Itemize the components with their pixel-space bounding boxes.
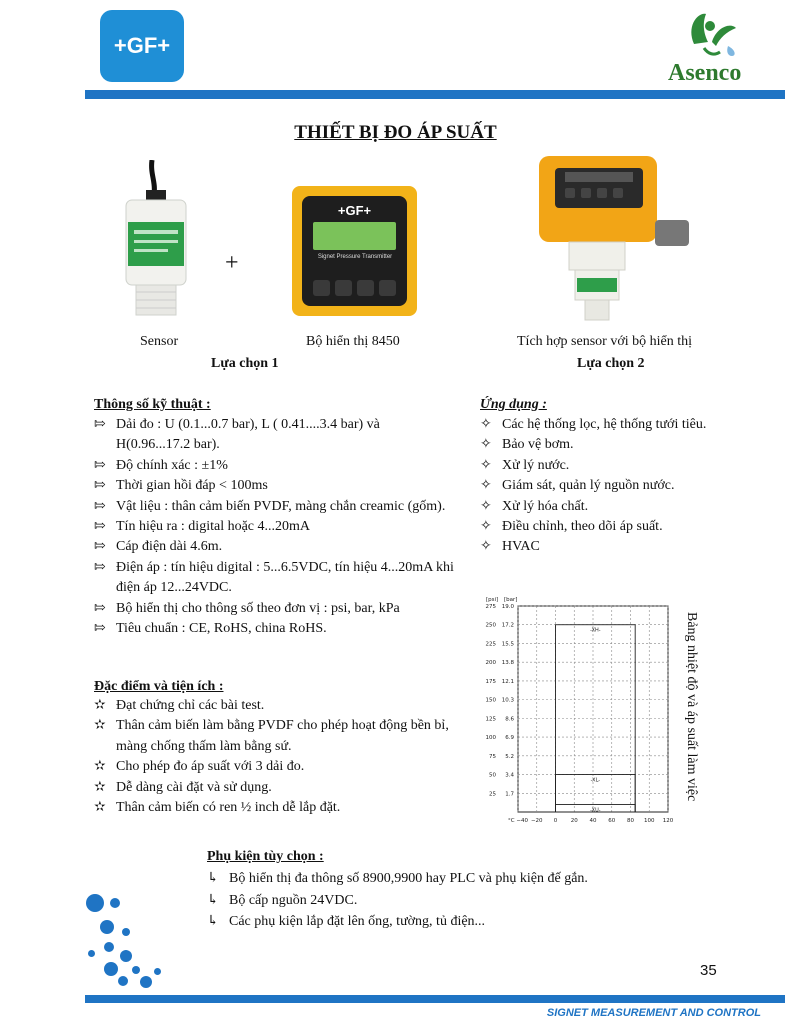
specs-heading: Thông số kỹ thuật : — [94, 397, 211, 412]
y-tick-label-bar: 17.2 — [501, 622, 514, 629]
y-tick-label-psi: 225 — [485, 641, 496, 648]
region-label: -XH- — [590, 627, 601, 634]
y-tick-label-bar: 12.1 — [501, 678, 514, 685]
chart-svg — [478, 592, 674, 828]
star-icon: ✫ — [94, 800, 106, 816]
x-tick-label: −20 — [530, 818, 543, 824]
region-label: -XL- — [590, 777, 601, 784]
y-tick-label-psi: 50 — [489, 772, 496, 779]
sparkle-icon: ✧ — [480, 457, 492, 473]
y-tick-label-bar: 15.5 — [501, 641, 514, 648]
y-tick-label-bar: 19.0 — [501, 604, 514, 610]
list-item: ✧ Xử lý nước. — [480, 456, 780, 476]
decorative-dots — [0, 880, 170, 1000]
arrow-icon: ↳ — [207, 914, 219, 929]
y-tick-label-psi: 275 — [485, 604, 496, 610]
arrow-icon: ↳ — [207, 871, 219, 886]
y-tick-label-bar: 3.4 — [505, 772, 514, 779]
x-tick-label: °C −40 — [508, 818, 528, 824]
y-tick-label-psi: 100 — [485, 735, 496, 742]
list-item: ✫ Cho phép đo áp suất với 3 dải đo. — [94, 757, 454, 777]
x-tick-label: 100 — [644, 818, 655, 824]
x-tick-label: 60 — [608, 818, 616, 824]
sparkle-icon: ✧ — [480, 539, 492, 555]
unit-label-bar: [bar] — [504, 597, 518, 603]
hand-pointer-icon: ⇰ — [94, 621, 106, 637]
plus-sign: + — [225, 250, 239, 276]
x-tick-label: 0 — [553, 818, 558, 824]
star-icon: ✫ — [94, 698, 106, 713]
sensor-caption: Sensor — [140, 334, 179, 349]
arrow-icon: ↳ — [207, 892, 219, 908]
y-tick-label-bar: 13.8 — [501, 660, 514, 667]
integrated-sensor-image — [535, 150, 695, 325]
display-8450-image — [292, 186, 417, 316]
star-icon: ✫ — [94, 779, 106, 795]
list-item: ✫ Dễ dàng cài đặt và sử dụng. — [94, 778, 454, 798]
accessories-list — [207, 868, 677, 933]
list-item: ⇰ Tín hiệu ra : digital hoặc 4...20mA — [94, 517, 454, 537]
sensor-image — [118, 160, 198, 325]
list-item: ✧ Các hệ thống lọc, hệ thống tưới tiêu. — [480, 415, 780, 435]
lcd-screen — [313, 222, 396, 250]
sparkle-icon: ✧ — [480, 498, 492, 514]
list-item: ✧ Giám sát, quản lý nguồn nước. — [480, 476, 780, 496]
hand-pointer-icon: ⇰ — [94, 539, 106, 555]
sparkle-icon: ✧ — [480, 519, 492, 535]
y-tick-label-bar: 10.3 — [501, 697, 514, 704]
y-tick-label-psi: 25 — [489, 791, 496, 798]
list-item: ⇰ Điện áp : tín hiệu digital : 5...6.5VDC, tín hiệu 4...20mA khi điện áp 12...24VDC. — [94, 559, 454, 596]
header-bar — [85, 90, 785, 99]
sparkle-icon: ✧ — [480, 437, 492, 453]
asenco-logo — [664, 4, 754, 88]
pressure-temperature-chart — [478, 592, 674, 828]
chart-side-label: Bảng nhiệt độ và áp suất làm việc — [684, 612, 699, 802]
applications-heading: Ứng dụng : — [480, 397, 547, 412]
list-item: ↳ Các phụ kiện lắp đặt lên ống, tường, tủ điện... — [207, 911, 677, 933]
option-2-label: Lựa chọn 2 — [577, 356, 645, 371]
y-tick-label-psi: 150 — [485, 697, 496, 704]
y-tick-label-psi: 125 — [485, 716, 496, 723]
y-tick-label-psi: 75 — [489, 753, 496, 760]
list-item: ⇰ Độ chính xác : ±1% — [94, 456, 454, 476]
display-buttons — [313, 280, 401, 296]
x-tick-label: 80 — [627, 818, 634, 824]
asenco-wordmark: Asenco — [668, 60, 742, 86]
list-item: ⇰ Cáp điện dài 4.6m. — [94, 537, 454, 557]
list-item: ↳ Bộ cấp nguồn 24VDC. — [207, 890, 677, 912]
list-item: ✧ HVAC — [480, 537, 780, 557]
list-item: ⇰ Vật liệu : thân cảm biến PVDF, màng chắn creamic (gốm). — [94, 497, 454, 517]
star-icon: ✫ — [94, 759, 106, 775]
hand-pointer-icon: ⇰ — [94, 457, 106, 473]
list-item: ✧ Điều chỉnh, theo dõi áp suất. — [480, 517, 780, 537]
y-tick-label-psi: 175 — [485, 678, 496, 685]
list-item: ✧ Bảo vệ bơm. — [480, 435, 780, 455]
sparkle-icon: ✧ — [480, 417, 492, 432]
option-1-label: Lựa chọn 1 — [211, 356, 279, 371]
specs-list — [94, 415, 454, 639]
page-title: THIẾT BỊ ĐO ÁP SUẤT — [294, 122, 497, 143]
hand-pointer-icon: ⇰ — [94, 498, 106, 514]
list-item: ↳ Bộ hiển thị đa thông số 8900,9900 hay PLC và phụ kiện đế gắn. — [207, 868, 677, 890]
accessories-heading: Phụ kiện tùy chọn : — [207, 849, 324, 864]
y-tick-label-bar: 1.7 — [505, 791, 514, 798]
gf-logo: +GF+ — [100, 10, 184, 82]
list-item: ✫ Thân cảm biến làm bằng PVDF cho phép hoạt động bền bỉ, màng chống thấm làm bằng sứ. — [94, 718, 449, 754]
features-list — [94, 696, 454, 818]
display-label: Signet Pressure Transmitter — [317, 254, 393, 260]
y-tick-label-bar: 8.6 — [505, 716, 514, 723]
x-tick-label: 40 — [589, 818, 597, 824]
footer-text: SIGNET MEASUREMENT AND CONTROL — [546, 1007, 761, 1019]
x-tick-label: 120 — [662, 818, 674, 824]
list-item: ⇰ Bộ hiển thị cho thông số theo đơn vị : psi, bar, kPa — [94, 599, 454, 619]
list-item: ⇰ Thời gian hồi đáp < 100ms — [94, 476, 454, 496]
sparkle-icon: ✧ — [480, 478, 492, 494]
hand-pointer-icon: ⇰ — [94, 478, 106, 494]
y-tick-label-bar: 6.9 — [505, 735, 514, 742]
features-heading: Đặc điểm và tiện ích : — [94, 679, 224, 694]
hand-pointer-icon: ⇰ — [94, 559, 106, 575]
unit-label-psi: [psi] — [486, 597, 499, 603]
list-item: ✧ Xử lý hóa chất. — [480, 497, 780, 517]
list-item: ⇰ Tiêu chuẩn : CE, RoHS, china RoHS. — [94, 619, 454, 639]
y-tick-label-bar: 5.2 — [505, 753, 514, 760]
hand-pointer-icon: ⇰ — [94, 519, 106, 535]
page-number: 35 — [700, 962, 717, 979]
x-tick-label: 20 — [570, 818, 578, 824]
list-item: ⇰ Dải đo : U (0.1...0.7 bar), L ( 0.41....3.4 bar) và H(0.96...17.2 bar). — [94, 417, 380, 453]
hand-pointer-icon: ⇰ — [94, 600, 106, 616]
list-item: ✫ Đạt chứng chỉ các bài test. — [94, 696, 454, 716]
y-tick-label-psi: 200 — [485, 660, 496, 667]
y-tick-label-psi: 250 — [485, 622, 496, 629]
list-item: ✫ Thân cảm biến có ren ½ inch dễ lắp đặt. — [94, 798, 454, 818]
region-label: -XU- — [590, 807, 601, 814]
display-brand: +GF+ — [337, 203, 372, 218]
integrated-caption: Tích hợp sensor với bộ hiển thị — [517, 334, 693, 349]
display-caption: Bộ hiển thị 8450 — [306, 334, 400, 349]
applications-list — [480, 415, 780, 558]
footer-bar — [85, 995, 785, 1003]
star-icon: ✫ — [94, 718, 106, 734]
hand-pointer-icon: ⇰ — [94, 417, 106, 432]
